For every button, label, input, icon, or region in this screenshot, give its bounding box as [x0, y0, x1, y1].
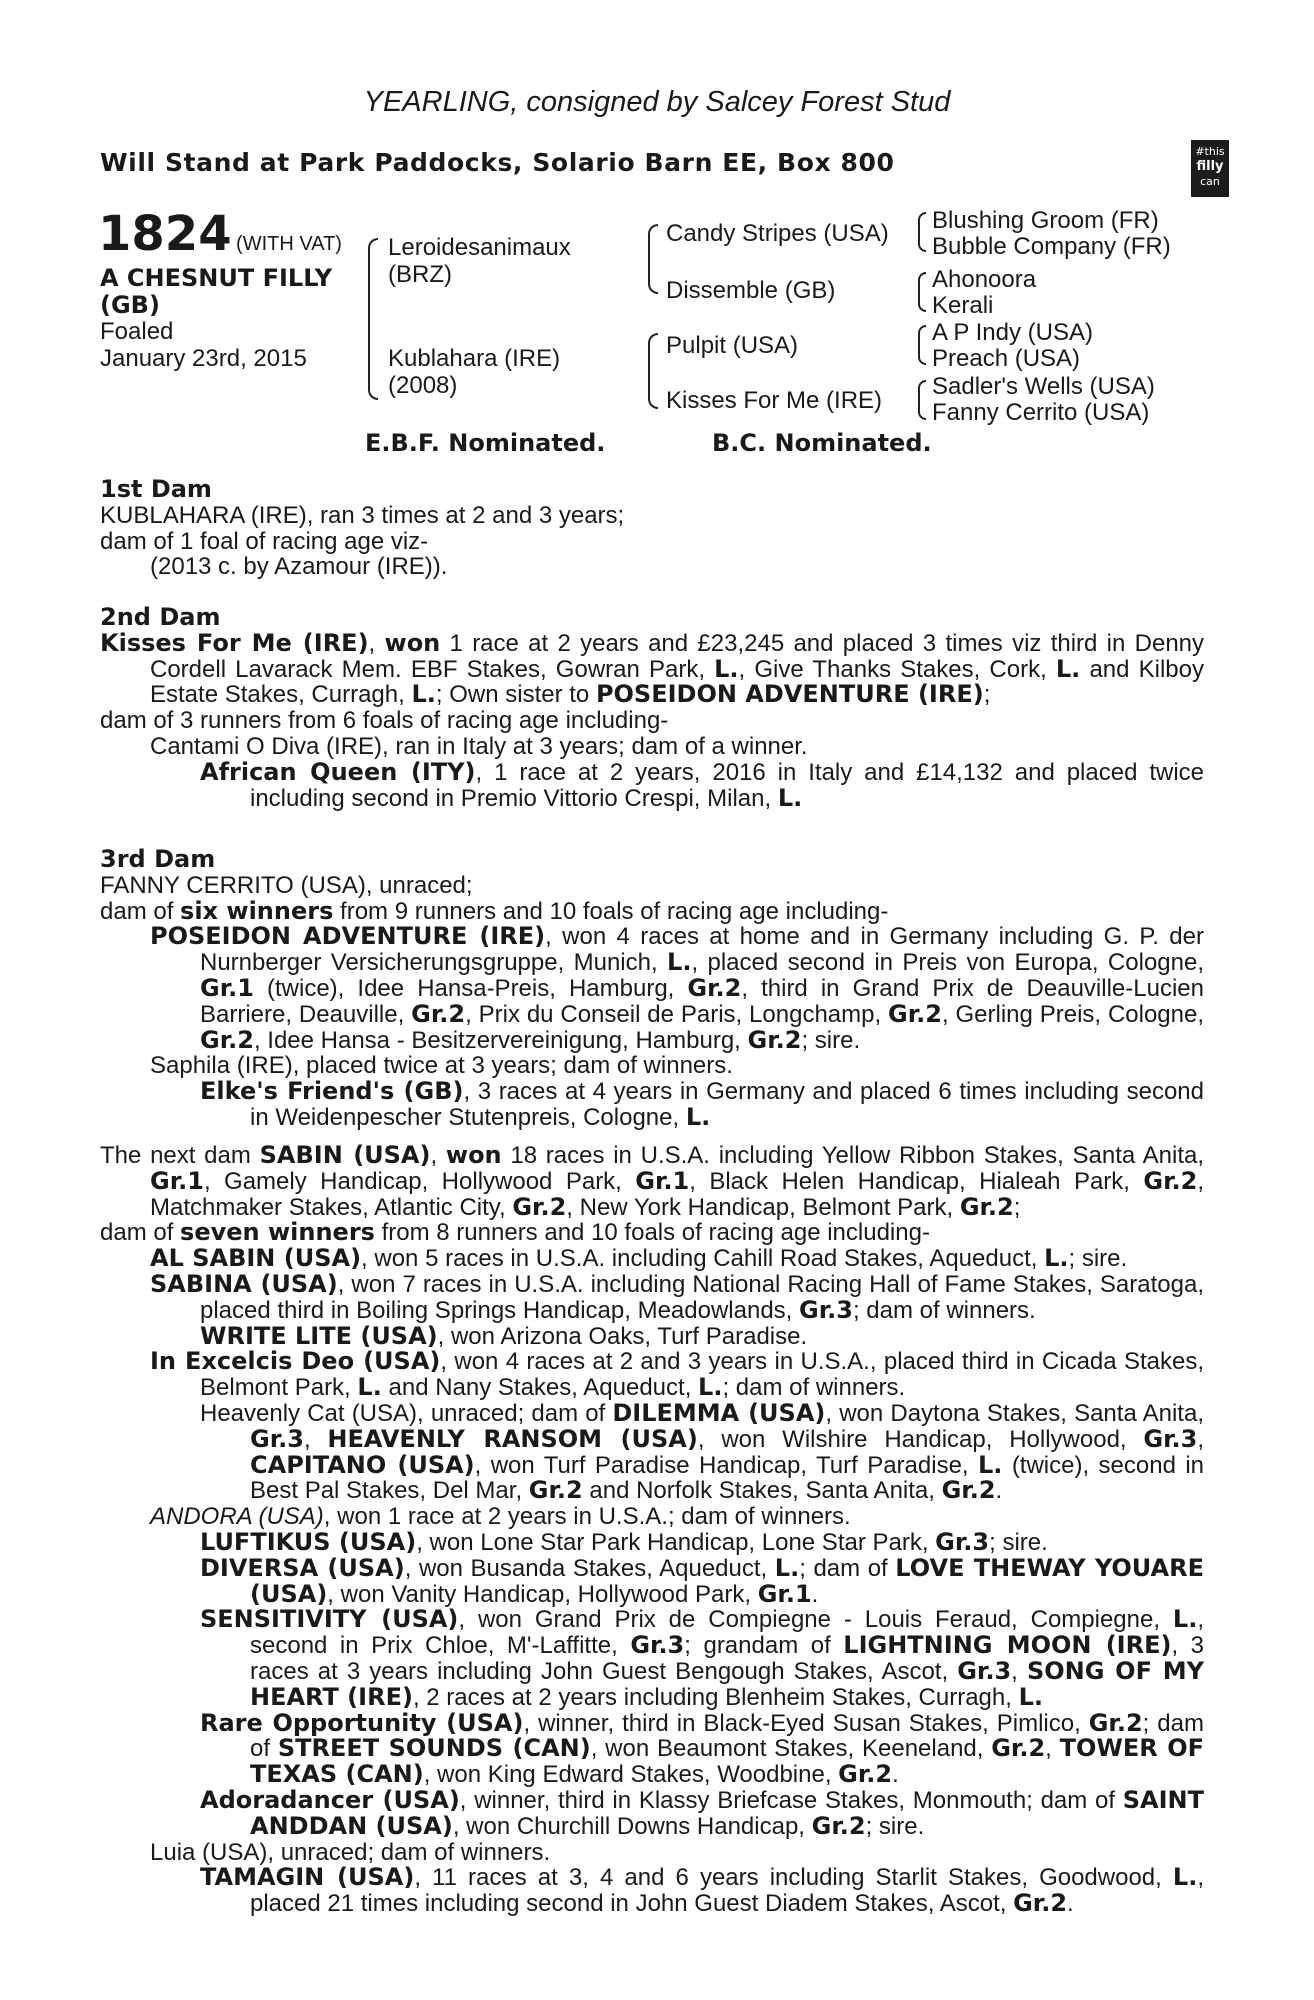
first-dam-foal: (2013 c. by Azamour (IRE)).: [150, 553, 448, 581]
third-dam-heading: 3rd Dam: [100, 845, 216, 873]
produce-entry: [100, 757, 1204, 812]
record-text: , won Wilshire Handicap, Hollywood,: [697, 1425, 1144, 1453]
record-text: from 8 runners and 10 foals of racing age including-: [374, 1219, 930, 1247]
dam-dam: Kisses For Me (IRE): [666, 387, 883, 414]
second-dam-heading: 2nd Dam: [100, 603, 221, 631]
record-text: , won Beaumont Stakes, Keeneland,: [590, 1735, 992, 1763]
record-text: , won Lone Star Park Handicap, Lone Star Park,: [416, 1528, 936, 1556]
record-text: , second in Prix Chloe, M'-Laffitte,: [250, 1606, 1204, 1660]
second-dam-record: Kisses For Me (IRE), won 1 race at 2 years and £23,245 and placed 3 times viz third in Denny Cordell Lavarack Mem. EBF Stakes, Gowran Park, L., Give Thanks Stakes, Cork, L. and Kilboy Estate Stakes, Curragh, L.; Own sister to POSEIDON ADVENTURE (IRE);: [100, 628, 1205, 709]
record-text: , Gamely Handicap, Hollywood Park,: [203, 1167, 636, 1195]
horse-name: HEAVENLY RANSOM (USA): [327, 1424, 698, 1453]
bc-nominated: B.C. Nominated.: [712, 429, 932, 457]
record-text: ; dam of: [799, 1554, 896, 1582]
horse-name: SABIN (USA): [259, 1141, 431, 1169]
record-text: (twice), Idee Hansa-Preis, Hamburg,: [253, 974, 688, 1002]
listed-label: L.: [1172, 1605, 1198, 1634]
horse-name: LOVE THEWAY YOUARE (USA): [250, 1553, 1205, 1608]
record-text: ; sire.: [1068, 1245, 1128, 1273]
horse-name: SABINA (USA): [150, 1269, 338, 1298]
lot-description: A CHESNUT FILLY: [100, 264, 333, 292]
group-label: Gr.2: [512, 1192, 567, 1221]
listed-label: L.: [685, 1102, 711, 1131]
record-text: , won Busanda Stakes, Aqueduct,: [404, 1554, 775, 1582]
sd-dam: Kerali: [932, 292, 994, 319]
group-label: Gr.3: [935, 1527, 990, 1556]
third-dam-produce: [100, 896, 1204, 925]
dam-year: (2008): [388, 372, 458, 399]
horse-name: In Excelcis Deo (USA): [150, 1347, 441, 1376]
group-label: Gr.2: [838, 1760, 893, 1789]
group-label: Gr.1: [200, 973, 254, 1002]
record-text: , 1 race at 2 years, 2016 in Italy and £14,132 and placed twice including second in Premio Vittorio Crespi, Milan,: [250, 758, 1204, 812]
record-text: ,: [1045, 1735, 1060, 1763]
third-dam-line: FANNY CERRITO (USA), unraced;: [100, 871, 473, 899]
horse-name: Adoradancer (USA): [200, 1785, 460, 1814]
next-dam-section: [100, 1143, 1204, 1917]
listed-label: L.: [1044, 1244, 1069, 1273]
horse-name: DIVERSA (USA): [200, 1553, 405, 1582]
produce-entry: Cantami O Diva (IRE), ran in Italy at 3 years; dam of a winner.: [150, 732, 808, 760]
produce-entry: [100, 924, 1204, 1053]
record-text: , won 4 races at 2 and 3 years in U.S.A., placed third in Cicada Stakes, Belmont Park,: [200, 1348, 1204, 1402]
listed-label: L.: [1018, 1682, 1043, 1711]
record-text: , won King Edward Stakes, Woodbine,: [423, 1761, 839, 1789]
horse-name: TOWER OF TEXAS (CAN): [250, 1734, 1205, 1789]
catalogue-title: YEARLING, consigned by Salcey Forest Stud: [363, 86, 951, 118]
sire-name: Leroidesanimaux: [388, 234, 571, 261]
won-label: won: [384, 628, 441, 657]
group-label: Gr.2: [200, 1025, 254, 1054]
record-text: and Norfolk Stakes, Santa Anita,: [582, 1477, 942, 1505]
logo-mark: can: [1200, 175, 1220, 188]
produce-entry: [100, 1269, 1204, 1324]
foaled-date: January 23rd, 2015: [100, 345, 307, 372]
record-text: ; dam of: [250, 1709, 1204, 1763]
group-label: Gr.2: [888, 999, 942, 1028]
record-text: and Nany Stakes, Aqueduct,: [381, 1374, 699, 1402]
sd-brace: [918, 272, 926, 312]
record-text: from 9 runners and 10 foals of racing age including-: [333, 897, 889, 925]
record-text: dam of: [100, 1219, 181, 1247]
dam-sire: Pulpit (USA): [666, 332, 799, 359]
first-dam-line: KUBLAHARA (IRE), ran 3 times at 2 and 3 years;: [100, 501, 625, 529]
horse-name: Rare Opportunity (USA): [200, 1708, 524, 1737]
lot-description-country: (GB): [100, 291, 160, 319]
record-text: ,: [303, 1425, 328, 1453]
horse-name: SAINT ANDDAN (USA): [250, 1785, 1205, 1840]
record-text: , won Arizona Oaks, Turf Paradise.: [437, 1322, 808, 1350]
record-text: , won Turf Paradise Handicap, Turf Paradise,: [474, 1451, 978, 1479]
record-text: ; dam of winners.: [852, 1296, 1036, 1324]
record-text: , won Vanity Handicap, Hollywood Park,: [327, 1580, 758, 1608]
second-dam-produce: dam of 3 runners from 6 foals of racing age including-: [100, 707, 669, 735]
record-text: (twice), second in Best Pal Stakes, Del Mar,: [250, 1451, 1205, 1505]
listed-label: L.: [1055, 654, 1081, 683]
record-text: , Black Helen Handicap, Hialeah Park,: [689, 1167, 1144, 1195]
record-text: , won 1 race at 2 years in U.S.A.; dam of winners.: [323, 1503, 851, 1531]
group-label: Gr.2: [1143, 1166, 1198, 1195]
record-text: , won 7 races in U.S.A. including National Racing Hall of Fame Stakes, Saratoga, placed third in Boiling Springs Handicap, Meadowlands,: [200, 1270, 1204, 1324]
record-text: , 2 races at 2 years including Blenheim Stakes, Curragh,: [412, 1683, 1019, 1711]
listed-label: L.: [698, 1373, 723, 1402]
record-text: dam of: [100, 897, 181, 925]
record-text: Heavenly Cat (USA), unraced; dam of: [200, 1399, 613, 1427]
ds-brace: [918, 325, 926, 365]
record-text: 1 race at 2 years and £23,245 and placed 3 times viz third in Denny Cordell Lavarack Mem. EBF Stakes, Gowran Park,: [150, 629, 1205, 683]
group-label: Gr.3: [799, 1295, 853, 1324]
lot-number: 1824: [98, 206, 232, 262]
sire-dam: Dissemble (GB): [666, 277, 836, 304]
first-dam-heading: 1st Dam: [100, 475, 212, 503]
group-label: Gr.1: [150, 1166, 204, 1195]
ds-dam: Preach (USA): [932, 345, 1081, 372]
record-text: , Matchmaker Stakes, Atlantic City,: [150, 1167, 1205, 1221]
produce-entry: [100, 1246, 1204, 1272]
record-text: , Prix du Conseil de Paris, Longchamp,: [465, 1000, 889, 1028]
record-text: , Idee Hansa - Besitzervereinigung, Hamburg,: [253, 1026, 748, 1054]
group-label: Gr.1: [635, 1166, 690, 1195]
ss-sire: Blushing Groom (FR): [932, 207, 1159, 234]
group-label: Gr.2: [991, 1734, 1046, 1763]
record-text: .: [1067, 1890, 1074, 1918]
second-dam-section: [100, 605, 1204, 811]
ss-dam: Bubble Company (FR): [932, 233, 1171, 260]
group-label: Gr.3: [630, 1631, 685, 1660]
record-text: .: [995, 1477, 1003, 1505]
record-text: ; sire.: [865, 1812, 925, 1840]
sister-name: POSEIDON ADVENTURE (IRE): [595, 680, 984, 709]
group-label: Gr.1: [757, 1579, 812, 1608]
listed-label: L.: [357, 1373, 382, 1402]
record-text: , won Daytona Stakes, Santa Anita,: [825, 1399, 1204, 1427]
record-text: ; Own sister to: [435, 681, 596, 709]
group-label: Gr.2: [811, 1811, 866, 1840]
group-label: Gr.3: [250, 1424, 304, 1453]
group-label: Gr.2: [1013, 1889, 1068, 1918]
next-dam-record: The next dam SABIN (USA), won 18 races in U.S.A. including Yellow Ribbon Stakes, Santa Anita, Gr.1, Gamely Handicap, Hollywood Park, Gr.1, Black Helen Handicap, Hialeah Park, Gr.2, Matchmaker Stakes, Atlantic City, Gr.2, New York Handicap, Belmont Park, Gr.2;: [100, 1141, 1205, 1221]
pedigree-brace: [368, 238, 378, 400]
logo-mark: filly: [1196, 159, 1224, 174]
horse-name: STREET SOUNDS (CAN): [277, 1734, 591, 1763]
record-text: , third in Grand Prix de Deauville-Lucien Barriere, Deauville,: [200, 974, 1204, 1028]
record-text: ;: [1013, 1193, 1021, 1221]
sire-sire: Candy Stripes (USA): [666, 220, 889, 247]
listed-label: L.: [667, 948, 692, 977]
produce-entry: [100, 1504, 1204, 1530]
record-text: , winner, third in Black-Eyed Susan Stakes, Pimlico,: [523, 1709, 1089, 1737]
produce-entry: [100, 1398, 1205, 1505]
foaled-label: Foaled: [100, 318, 174, 345]
produce-entry: [100, 1079, 1204, 1131]
record-text: .: [892, 1761, 899, 1789]
horse-name: SONG OF MY HEART (IRE): [250, 1656, 1205, 1711]
horse-name: Elke's Friend's (GB): [200, 1077, 464, 1106]
produce-entry: [100, 1349, 1204, 1401]
group-label: Gr.2: [1088, 1708, 1143, 1737]
horse-name: Kisses For Me (IRE): [100, 628, 369, 657]
dam-name: Kublahara (IRE): [388, 345, 561, 372]
horse-name: DILEMMA (USA): [612, 1398, 826, 1427]
record-text: .: [811, 1580, 819, 1608]
record-text: , New York Handicap, Belmont Park,: [566, 1193, 960, 1221]
group-label: Gr.3: [957, 1656, 1012, 1685]
lot-number-line: [98, 206, 342, 262]
record-text: , 11 races at 3, 4 and 6 years including Starlit Stakes, Goodwood,: [414, 1864, 1173, 1892]
record-text: , won Churchill Downs Handicap,: [452, 1812, 812, 1840]
listed-label: L.: [978, 1450, 1003, 1479]
horse-name: CAPITANO (USA): [250, 1450, 475, 1479]
group-label: Gr.2: [747, 1025, 802, 1054]
record-text: 18 races in U.S.A. including Yellow Ribbon Stakes, Santa Anita,: [501, 1142, 1205, 1169]
produce-entry: [100, 1527, 1204, 1556]
record-text: and Kilboy Estate Stakes, Curragh,: [150, 655, 1204, 709]
record-text: ; sire.: [801, 1026, 861, 1054]
produce-entry: [100, 1553, 1205, 1608]
group-label: Gr.2: [528, 1476, 583, 1505]
record-text: , 3 races at 4 years in Germany and placed 6 times including second in Weidenpescher Stutenpreis, Cologne,: [250, 1078, 1205, 1131]
record-text: ; grandam of: [684, 1632, 844, 1660]
record-text: ;: [983, 681, 991, 709]
record-text: , 3 races at 3 years including John Guest Bengough Stakes, Ascot,: [250, 1632, 1205, 1685]
horse-name: ANDORA (USA): [150, 1503, 324, 1531]
ebf-nominated: E.B.F. Nominated.: [365, 429, 606, 457]
listed-label: L.: [411, 680, 436, 709]
logo-mark: #this: [1195, 145, 1225, 158]
listed-label: L.: [777, 783, 803, 812]
horse-name: AL SABIN (USA): [150, 1244, 362, 1273]
dd-sire: Sadler's Wells (USA): [932, 373, 1155, 400]
produce-entry: [100, 1607, 1204, 1710]
listed-label: L.: [714, 654, 739, 683]
first-dam-line: dam of 1 foal of racing age viz-: [100, 527, 429, 555]
horse-name: SENSITIVITY (USA): [200, 1605, 459, 1634]
horse-name: POSEIDON ADVENTURE (IRE): [150, 922, 546, 951]
record-text: ; sire.: [989, 1528, 1048, 1556]
group-label: Gr.3: [1143, 1424, 1198, 1453]
listed-label: L.: [1172, 1863, 1198, 1892]
dd-dam: Fanny Cerrito (USA): [932, 399, 1150, 426]
first-dam-section: [100, 477, 1204, 580]
horse-name: LUFTIKUS (USA): [200, 1527, 417, 1556]
produce-entry: [100, 1785, 1205, 1840]
vat-note: (WITH VAT): [236, 233, 342, 255]
record-text: , Give Thanks Stakes, Cork,: [738, 655, 1056, 683]
produce-entry: Saphila (IRE), placed twice at 3 years; dam of winners.: [150, 1052, 733, 1080]
record-text: , Gerling Preis, Cologne,: [941, 1000, 1205, 1028]
dd-brace: [918, 380, 926, 420]
listed-label: L.: [774, 1553, 800, 1582]
ss-brace: [918, 212, 926, 252]
group-label: Gr.2: [411, 999, 466, 1028]
dam-line-brace: [648, 333, 658, 409]
produce-entry: [100, 1708, 1205, 1789]
horse-name: WRITE LITE (USA): [200, 1321, 438, 1350]
horse-name: TAMAGIN (USA): [200, 1863, 415, 1892]
winners-count: six winners: [180, 896, 334, 925]
group-label: Gr.2: [959, 1192, 1014, 1221]
produce-entry: Luia (USA), unraced; dam of winners.: [150, 1838, 551, 1866]
horse-name: African Queen (ITY): [200, 757, 476, 786]
record-text: , won Grand Prix de Compiegne - Louis Feraud, Compiegne,: [458, 1606, 1173, 1634]
winners-count: seven winners: [180, 1218, 375, 1247]
record-text: , placed second in Preis von Europa, Cologne,: [691, 949, 1205, 977]
next-dam-produce: [100, 1220, 1204, 1246]
record-text: , winner, third in Klassy Briefcase Stakes, Monmouth; dam of: [459, 1786, 1123, 1814]
produce-entry: [100, 1865, 1204, 1917]
record-text: ,: [1011, 1657, 1027, 1685]
record-text: The next dam: [100, 1142, 260, 1169]
this-filly-can-logo: [1191, 140, 1229, 197]
sd-sire: Ahonoora: [932, 266, 1037, 293]
record-text: ,: [1197, 1425, 1205, 1453]
group-label: Gr.2: [941, 1476, 996, 1505]
ds-sire: A P Indy (USA): [932, 319, 1093, 346]
group-label: Gr.2: [687, 973, 742, 1002]
sire-line-brace: [648, 224, 658, 294]
won-label: won: [445, 1141, 502, 1169]
record-text: ; dam of winners.: [722, 1374, 906, 1402]
record-text: , placed 21 times including second in John Guest Diadem Stakes, Ascot,: [250, 1864, 1204, 1918]
sire-country: (BRZ): [388, 261, 452, 288]
horse-name: LIGHTNING MOON (IRE): [843, 1631, 1172, 1660]
stand-info: Will Stand at Park Paddocks, Solario Barn EE, Box 800: [100, 148, 895, 177]
record-text: , won 4 races at home and in Germany including G. P. der Nurnberger Versicherungsgruppe, Munich,: [200, 923, 1204, 977]
produce-entry: [100, 1321, 1204, 1350]
third-dam-section: [100, 847, 1204, 1131]
record-text: , won 5 races in U.S.A. including Cahill Road Stakes, Aqueduct,: [361, 1245, 1045, 1273]
